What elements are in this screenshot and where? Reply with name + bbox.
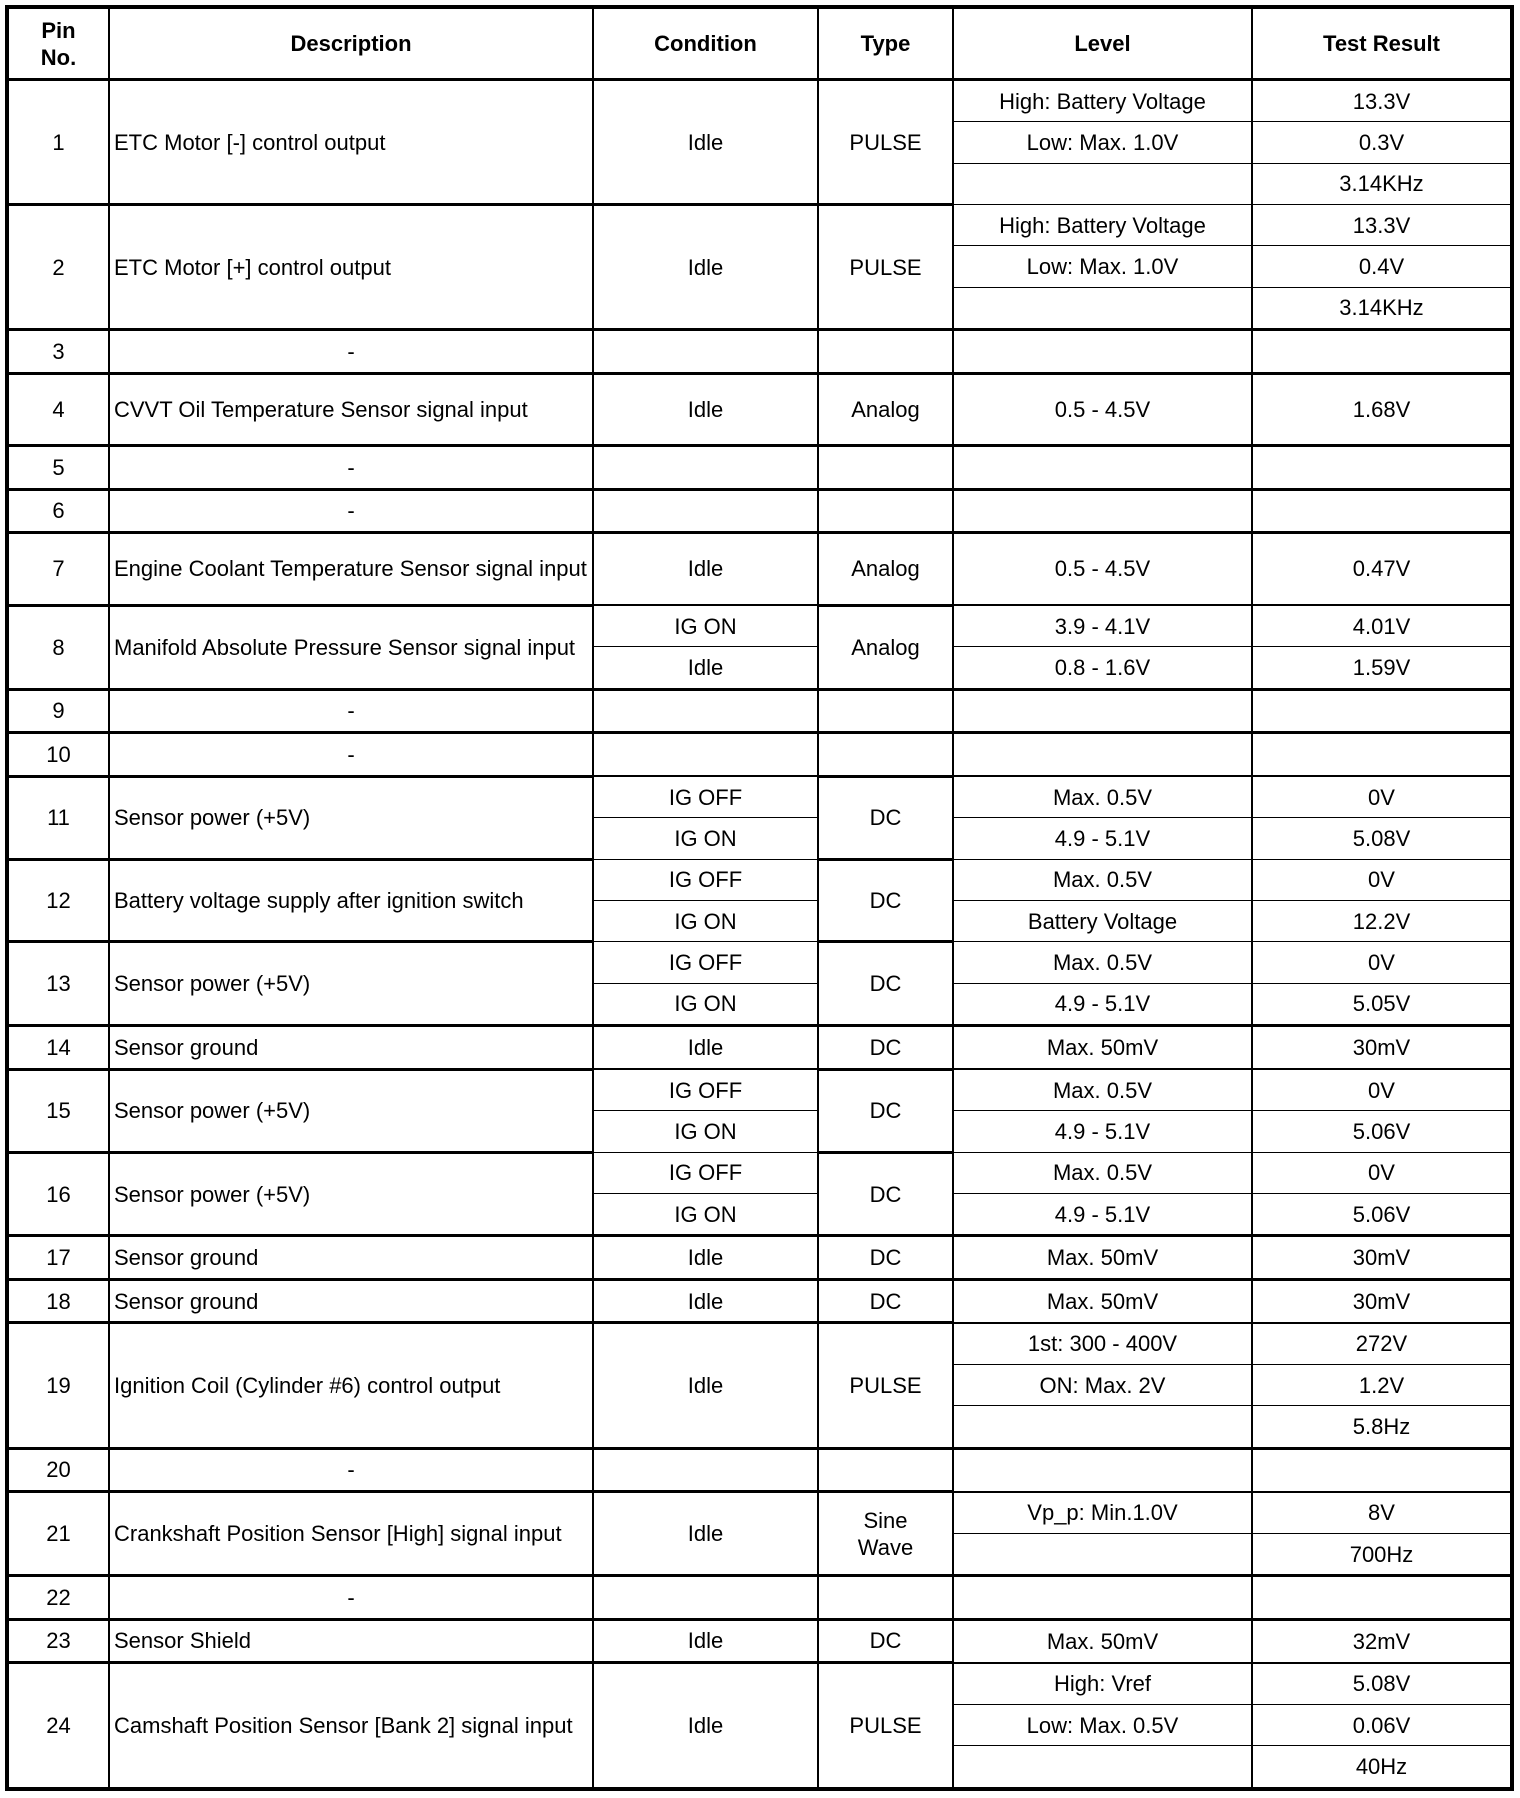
pin-description: Sensor power (+5V) bbox=[109, 1152, 593, 1236]
pin-level: 4.9 - 5.1V bbox=[953, 818, 1252, 859]
pin-description: Sensor ground bbox=[109, 1236, 593, 1279]
pin-result: 5.08V bbox=[1252, 818, 1512, 859]
header-row bbox=[7, 7, 1512, 80]
pin-number: 4 bbox=[7, 373, 109, 446]
table-row bbox=[7, 859, 1512, 900]
pin-description: Manifold Absolute Pressure Sensor signal input bbox=[109, 605, 593, 689]
table-row bbox=[7, 733, 1512, 776]
table-row bbox=[7, 942, 1512, 983]
pin-number: 1 bbox=[7, 80, 109, 205]
pin-type: DC bbox=[818, 1619, 953, 1662]
pin-description: - bbox=[109, 446, 593, 489]
pin-result: 0.06V bbox=[1252, 1705, 1512, 1746]
pin-type bbox=[818, 689, 953, 732]
pin-result: 0V bbox=[1252, 1152, 1512, 1193]
table-row bbox=[7, 689, 1512, 732]
pin-level: Low: Max. 1.0V bbox=[953, 122, 1252, 163]
pin-result bbox=[1252, 489, 1512, 532]
pin-level: Max. 50mV bbox=[953, 1236, 1252, 1279]
pin-result bbox=[1252, 446, 1512, 489]
pin-level bbox=[953, 1746, 1252, 1789]
pin-result: 30mV bbox=[1252, 1279, 1512, 1322]
pin-number: 17 bbox=[7, 1236, 109, 1279]
pin-level: High: Battery Voltage bbox=[953, 80, 1252, 122]
pin-result: 5.05V bbox=[1252, 983, 1512, 1025]
header-type: Type bbox=[818, 7, 953, 80]
pin-level: Battery Voltage bbox=[953, 901, 1252, 942]
pin-condition: Idle bbox=[593, 80, 818, 205]
pin-level: Max. 0.5V bbox=[953, 942, 1252, 983]
table-row bbox=[7, 776, 1512, 818]
pin-result bbox=[1252, 689, 1512, 732]
table-row bbox=[7, 205, 1512, 246]
pin-condition bbox=[593, 1576, 818, 1619]
pin-description: - bbox=[109, 1576, 593, 1619]
pin-type: DC bbox=[818, 776, 953, 859]
pin-level: High: Vref bbox=[953, 1663, 1252, 1705]
pin-result: 0.47V bbox=[1252, 532, 1512, 605]
pin-level: Max. 0.5V bbox=[953, 776, 1252, 818]
pin-level bbox=[953, 1534, 1252, 1576]
pin-result: 5.06V bbox=[1252, 1111, 1512, 1152]
pin-level: Max. 0.5V bbox=[953, 1069, 1252, 1111]
pin-number: 2 bbox=[7, 205, 109, 330]
pin-level: Low: Max. 0.5V bbox=[953, 1705, 1252, 1746]
pin-result: 12.2V bbox=[1252, 901, 1512, 942]
pin-condition: Idle bbox=[593, 1323, 818, 1449]
pin-number: 7 bbox=[7, 532, 109, 605]
pin-condition: Idle bbox=[593, 1619, 818, 1662]
pin-type bbox=[818, 1448, 953, 1491]
pin-type bbox=[818, 733, 953, 776]
table-row bbox=[7, 1576, 1512, 1619]
pin-condition: IG ON bbox=[593, 901, 818, 942]
pin-level: 0.5 - 4.5V bbox=[953, 532, 1252, 605]
pin-description: Camshaft Position Sensor [Bank 2] signal input bbox=[109, 1663, 593, 1789]
pin-level: 4.9 - 5.1V bbox=[953, 1111, 1252, 1152]
table-row bbox=[7, 1619, 1512, 1662]
pin-level: Max. 0.5V bbox=[953, 1152, 1252, 1193]
pin-result: 8V bbox=[1252, 1492, 1512, 1534]
pin-number: 9 bbox=[7, 689, 109, 732]
header-level: Level bbox=[953, 7, 1252, 80]
pin-result: 30mV bbox=[1252, 1026, 1512, 1069]
pin-type: PULSE bbox=[818, 1323, 953, 1449]
pin-level bbox=[953, 689, 1252, 732]
pin-result: 3.14KHz bbox=[1252, 287, 1512, 329]
pin-level: Max. 0.5V bbox=[953, 859, 1252, 900]
pin-level: High: Battery Voltage bbox=[953, 205, 1252, 246]
pin-level bbox=[953, 163, 1252, 204]
pin-level: Max. 50mV bbox=[953, 1279, 1252, 1322]
pin-result: 5.08V bbox=[1252, 1663, 1512, 1705]
pin-condition bbox=[593, 1448, 818, 1491]
pin-description: ETC Motor [-] control output bbox=[109, 80, 593, 205]
pin-level: ON: Max. 2V bbox=[953, 1365, 1252, 1406]
pin-level: Low: Max. 1.0V bbox=[953, 246, 1252, 287]
pin-type: DC bbox=[818, 1069, 953, 1152]
pin-description: - bbox=[109, 733, 593, 776]
pin-level bbox=[953, 287, 1252, 329]
pin-description: - bbox=[109, 1448, 593, 1491]
table-row bbox=[7, 1236, 1512, 1279]
pin-condition: Idle bbox=[593, 532, 818, 605]
pin-condition: IG ON bbox=[593, 983, 818, 1025]
pin-number: 10 bbox=[7, 733, 109, 776]
pin-result bbox=[1252, 1576, 1512, 1619]
pin-level: Vp_p: Min.1.0V bbox=[953, 1492, 1252, 1534]
pin-description: Engine Coolant Temperature Sensor signal input bbox=[109, 532, 593, 605]
pin-condition: Idle bbox=[593, 647, 818, 689]
pin-condition bbox=[593, 489, 818, 532]
pin-level: Max. 50mV bbox=[953, 1619, 1252, 1662]
pin-number: 5 bbox=[7, 446, 109, 489]
pin-description: - bbox=[109, 330, 593, 373]
pin-condition: Idle bbox=[593, 1279, 818, 1322]
pin-number: 12 bbox=[7, 859, 109, 942]
pin-condition bbox=[593, 330, 818, 373]
pin-level: 4.9 - 5.1V bbox=[953, 1194, 1252, 1236]
pin-number: 6 bbox=[7, 489, 109, 532]
pin-description: ETC Motor [+] control output bbox=[109, 205, 593, 330]
pin-number: 18 bbox=[7, 1279, 109, 1322]
pin-description: Battery voltage supply after ignition switch bbox=[109, 859, 593, 942]
pin-result: 0V bbox=[1252, 1069, 1512, 1111]
pin-condition bbox=[593, 446, 818, 489]
pin-test-table bbox=[5, 5, 1514, 1791]
pin-result: 13.3V bbox=[1252, 205, 1512, 246]
pin-result bbox=[1252, 733, 1512, 776]
pin-number: 21 bbox=[7, 1492, 109, 1576]
table-row bbox=[7, 1026, 1512, 1069]
pin-result bbox=[1252, 330, 1512, 373]
pin-result: 4.01V bbox=[1252, 605, 1512, 647]
pin-type: DC bbox=[818, 859, 953, 942]
pin-result: 0V bbox=[1252, 859, 1512, 900]
pin-number: 15 bbox=[7, 1069, 109, 1152]
pin-type: Sine Wave bbox=[818, 1492, 953, 1576]
pin-result bbox=[1252, 1448, 1512, 1491]
pin-description: Sensor ground bbox=[109, 1279, 593, 1322]
table-row bbox=[7, 1492, 1512, 1534]
pin-condition: Idle bbox=[593, 373, 818, 446]
pin-result: 1.59V bbox=[1252, 647, 1512, 689]
pin-level bbox=[953, 489, 1252, 532]
pin-type: Analog bbox=[818, 532, 953, 605]
table-row bbox=[7, 489, 1512, 532]
pin-type bbox=[818, 446, 953, 489]
pin-result: 0V bbox=[1252, 776, 1512, 818]
pin-level bbox=[953, 733, 1252, 776]
table-row bbox=[7, 1663, 1512, 1705]
pin-result: 0.4V bbox=[1252, 246, 1512, 287]
pin-number: 20 bbox=[7, 1448, 109, 1491]
pin-result: 32mV bbox=[1252, 1619, 1512, 1662]
pin-level: 1st: 300 - 400V bbox=[953, 1323, 1252, 1365]
pin-type: PULSE bbox=[818, 80, 953, 205]
pin-description: - bbox=[109, 689, 593, 732]
header-description: Description bbox=[109, 7, 593, 80]
pin-level: Max. 50mV bbox=[953, 1026, 1252, 1069]
pin-number: 13 bbox=[7, 942, 109, 1026]
pin-type bbox=[818, 489, 953, 532]
pin-number: 19 bbox=[7, 1323, 109, 1449]
pin-type: PULSE bbox=[818, 1663, 953, 1789]
pin-number: 24 bbox=[7, 1663, 109, 1789]
pin-type: DC bbox=[818, 1026, 953, 1069]
pin-level bbox=[953, 1576, 1252, 1619]
pin-result: 5.06V bbox=[1252, 1194, 1512, 1236]
pin-description: Sensor Shield bbox=[109, 1619, 593, 1662]
pin-description: Sensor power (+5V) bbox=[109, 1069, 593, 1152]
pin-type: DC bbox=[818, 1279, 953, 1322]
table-row bbox=[7, 605, 1512, 647]
pin-level: 0.5 - 4.5V bbox=[953, 373, 1252, 446]
pin-condition: IG OFF bbox=[593, 1152, 818, 1193]
pin-level bbox=[953, 446, 1252, 489]
pin-type bbox=[818, 330, 953, 373]
pin-type: PULSE bbox=[818, 205, 953, 330]
pin-condition: Idle bbox=[593, 1663, 818, 1789]
pin-condition: IG ON bbox=[593, 1111, 818, 1152]
pin-condition bbox=[593, 689, 818, 732]
header-condition: Condition bbox=[593, 7, 818, 80]
pin-condition: Idle bbox=[593, 1492, 818, 1576]
pin-level: 4.9 - 5.1V bbox=[953, 983, 1252, 1025]
pin-condition: IG ON bbox=[593, 1194, 818, 1236]
pin-condition: IG ON bbox=[593, 605, 818, 647]
pin-result: 0V bbox=[1252, 942, 1512, 983]
pin-result: 30mV bbox=[1252, 1236, 1512, 1279]
pin-number: 11 bbox=[7, 776, 109, 859]
pin-result: 700Hz bbox=[1252, 1534, 1512, 1576]
pin-type: DC bbox=[818, 1152, 953, 1236]
pin-condition: IG ON bbox=[593, 818, 818, 859]
pin-condition: IG OFF bbox=[593, 776, 818, 818]
pin-description: Sensor power (+5V) bbox=[109, 776, 593, 859]
pin-description: CVVT Oil Temperature Sensor signal input bbox=[109, 373, 593, 446]
pin-result: 5.8Hz bbox=[1252, 1406, 1512, 1448]
pin-result: 1.68V bbox=[1252, 373, 1512, 446]
pin-condition bbox=[593, 733, 818, 776]
pin-level bbox=[953, 330, 1252, 373]
table-row bbox=[7, 446, 1512, 489]
pin-type: DC bbox=[818, 942, 953, 1026]
table-row bbox=[7, 330, 1512, 373]
pin-description: Ignition Coil (Cylinder #6) control output bbox=[109, 1323, 593, 1449]
table-row bbox=[7, 80, 1512, 122]
pin-condition: Idle bbox=[593, 1236, 818, 1279]
pin-condition: IG OFF bbox=[593, 859, 818, 900]
pin-number: 8 bbox=[7, 605, 109, 689]
pin-type: Analog bbox=[818, 373, 953, 446]
pin-condition: Idle bbox=[593, 1026, 818, 1069]
table-row bbox=[7, 532, 1512, 605]
table-row bbox=[7, 1279, 1512, 1322]
pin-number: 14 bbox=[7, 1026, 109, 1069]
pin-level: 3.9 - 4.1V bbox=[953, 605, 1252, 647]
pin-condition: Idle bbox=[593, 205, 818, 330]
pin-number: 23 bbox=[7, 1619, 109, 1662]
pin-result: 272V bbox=[1252, 1323, 1512, 1365]
pin-condition: IG OFF bbox=[593, 1069, 818, 1111]
pin-level bbox=[953, 1406, 1252, 1448]
pin-type: Analog bbox=[818, 605, 953, 689]
pin-condition: IG OFF bbox=[593, 942, 818, 983]
pin-number: 22 bbox=[7, 1576, 109, 1619]
pin-description: Sensor ground bbox=[109, 1026, 593, 1069]
pin-description: Sensor power (+5V) bbox=[109, 942, 593, 1026]
table-row bbox=[7, 1448, 1512, 1491]
pin-type: DC bbox=[818, 1236, 953, 1279]
pin-number: 3 bbox=[7, 330, 109, 373]
table-row bbox=[7, 1069, 1512, 1111]
pin-result: 1.2V bbox=[1252, 1365, 1512, 1406]
table-row bbox=[7, 1323, 1512, 1365]
pin-level bbox=[953, 1448, 1252, 1491]
pin-type bbox=[818, 1576, 953, 1619]
header-test-result: Test Result bbox=[1252, 7, 1512, 80]
pin-description: Crankshaft Position Sensor [High] signal input bbox=[109, 1492, 593, 1576]
pin-result: 13.3V bbox=[1252, 80, 1512, 122]
pin-result: 0.3V bbox=[1252, 122, 1512, 163]
header-pin-no: Pin No. bbox=[7, 7, 109, 80]
pin-result: 3.14KHz bbox=[1252, 163, 1512, 204]
pin-description: - bbox=[109, 489, 593, 532]
table-row bbox=[7, 373, 1512, 446]
pin-number: 16 bbox=[7, 1152, 109, 1236]
pin-level: 0.8 - 1.6V bbox=[953, 647, 1252, 689]
table-row bbox=[7, 1152, 1512, 1193]
pin-result: 40Hz bbox=[1252, 1746, 1512, 1789]
